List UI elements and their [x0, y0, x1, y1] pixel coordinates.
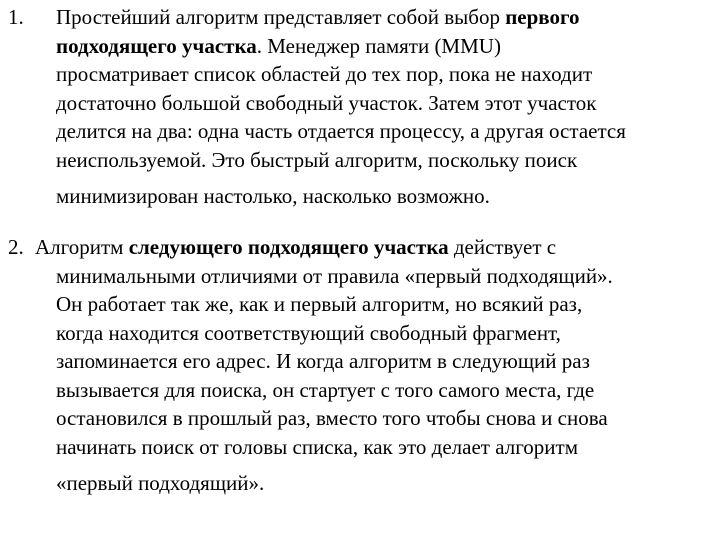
text-line: остановился в прошлый раз, вместо того чтобы снова и снова — [56, 406, 608, 430]
text-run: Простейший алгоритм представляет собой выбор — [56, 5, 506, 29]
text-line: запоминается его адрес. И когда алгоритм в следующий раз — [56, 349, 590, 373]
text-line — [56, 32, 716, 61]
text-line: делится на два: одна часть отдается процессу, а другая остается — [56, 119, 626, 143]
list-item-number: 1. — [8, 5, 24, 29]
text-line: когда находится соответствующий свободный фрагмент, — [56, 320, 561, 345]
text-line — [56, 3, 716, 32]
text-line: «первый подходящий». — [56, 471, 265, 495]
bold-term: первого — [505, 5, 580, 29]
text-line: достаточно большой свободный участок. Затем этот участок — [56, 90, 597, 115]
text-run: . Менеджер памяти (MMU) — [256, 33, 501, 58]
text-line: вызывается для поиска, он стартует с того самого места, где — [56, 377, 595, 402]
list-item-text — [56, 3, 716, 211]
text-run: Алгоритм — [35, 235, 129, 259]
text-line: просматривает список областей до тех пор, пока не находит — [56, 62, 593, 86]
bold-term: следующего подходящего участка — [128, 235, 449, 259]
list-item-text — [56, 262, 716, 498]
text-line: минимизирован настолько, насколько возможно. — [56, 184, 490, 208]
text-line: Он работает так же, как и первый алгоритм, но всякий раз, — [56, 292, 583, 316]
text-run: действует с — [448, 235, 557, 259]
bold-term: подходящего участка — [56, 33, 257, 58]
list-item-number: 2. — [8, 235, 24, 259]
text-line — [35, 233, 556, 262]
text-line: начинать поиск от головы списка, как это делает алгоритм — [56, 434, 578, 459]
text-line: минимальными отличиями от правила «первый подходящий». — [56, 263, 613, 288]
text-line: неиспользуемой. Это быстрый алгоритм, поскольку поиск — [56, 147, 578, 172]
